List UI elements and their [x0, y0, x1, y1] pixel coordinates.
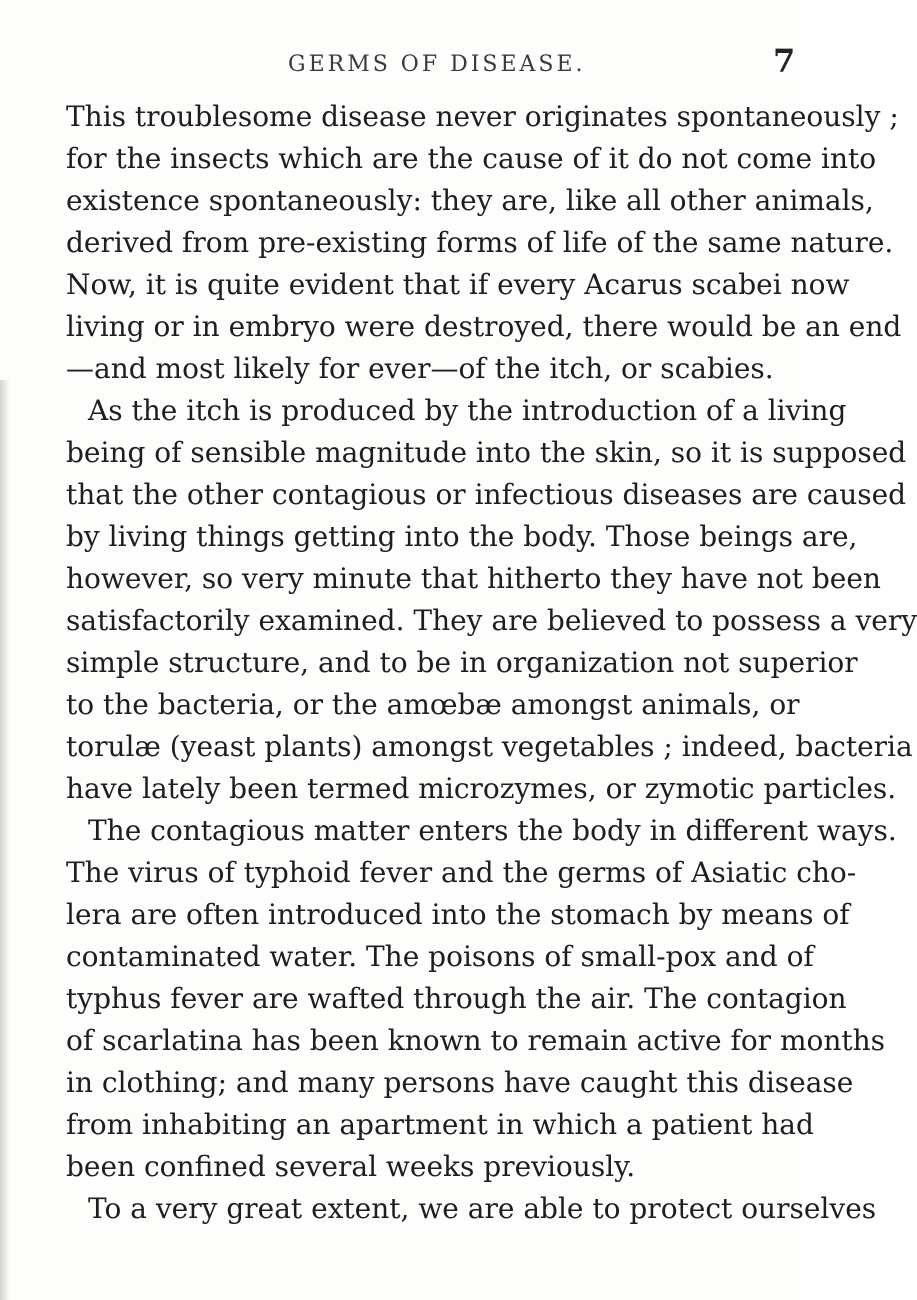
text-line: living or in embryo were destroyed, there would be an end	[66, 310, 902, 343]
text-line: derived from pre-existing forms of life of the same nature.	[66, 226, 894, 259]
text-line: by living things getting into the body. Those beings are,	[66, 520, 858, 553]
text-line: that the other contagious or infectious diseases are caused	[66, 478, 907, 511]
text-line: to the bacteria, or the amœbæ amongst animals, or	[66, 688, 800, 721]
text-line: This troublesome disease never originates spontaneously ;	[66, 100, 899, 133]
text-line: of scarlatina has been known to remain active for months	[66, 1024, 886, 1057]
text-line: lera are often introduced into the stomach by means of	[66, 898, 850, 931]
running-title: GERMS OF DISEASE.	[288, 52, 586, 77]
text-line: —and most likely for ever—of the itch, or scabies.	[66, 352, 774, 385]
text-line: The virus of typhoid fever and the germs of Asiatic cho-	[66, 856, 857, 889]
page-number: 7	[773, 42, 796, 80]
text-line: for the insects which are the cause of it do not come into	[66, 142, 877, 175]
text-line: satisfactorily examined. They are believed to possess a very	[66, 604, 917, 637]
text-line: To a very great extent, we are able to protect ourselves	[88, 1192, 877, 1225]
page-edge-shadow	[0, 380, 10, 1300]
text-line: The contagious matter enters the body in different ways.	[88, 814, 897, 847]
text-line: simple structure, and to be in organization not superior	[66, 646, 858, 679]
text-line: been confined several weeks previously.	[66, 1150, 636, 1183]
text-line: existence spontaneously: they are, like all other animals,	[66, 184, 874, 217]
text-line: however, so very minute that hitherto they have not been	[66, 562, 881, 595]
text-line: typhus fever are wafted through the air. The contagion	[66, 982, 847, 1015]
text-line: have lately been termed microzymes, or zymotic particles.	[66, 772, 897, 805]
text-line: from inhabiting an apartment in which a patient had	[66, 1108, 814, 1141]
text-line: in clothing; and many persons have caught this disease	[66, 1066, 854, 1099]
text-line: Now, it is quite evident that if every Acarus scabei now	[66, 268, 850, 301]
text-line: contaminated water. The poisons of small-pox and of	[66, 940, 814, 973]
text-line: torulæ (yeast plants) amongst vegetables ; indeed, bacteria	[66, 730, 913, 763]
text-line: As the itch is produced by the introduction of a living	[88, 394, 847, 427]
text-line: being of sensible magnitude into the skin, so it is supposed	[66, 436, 907, 469]
